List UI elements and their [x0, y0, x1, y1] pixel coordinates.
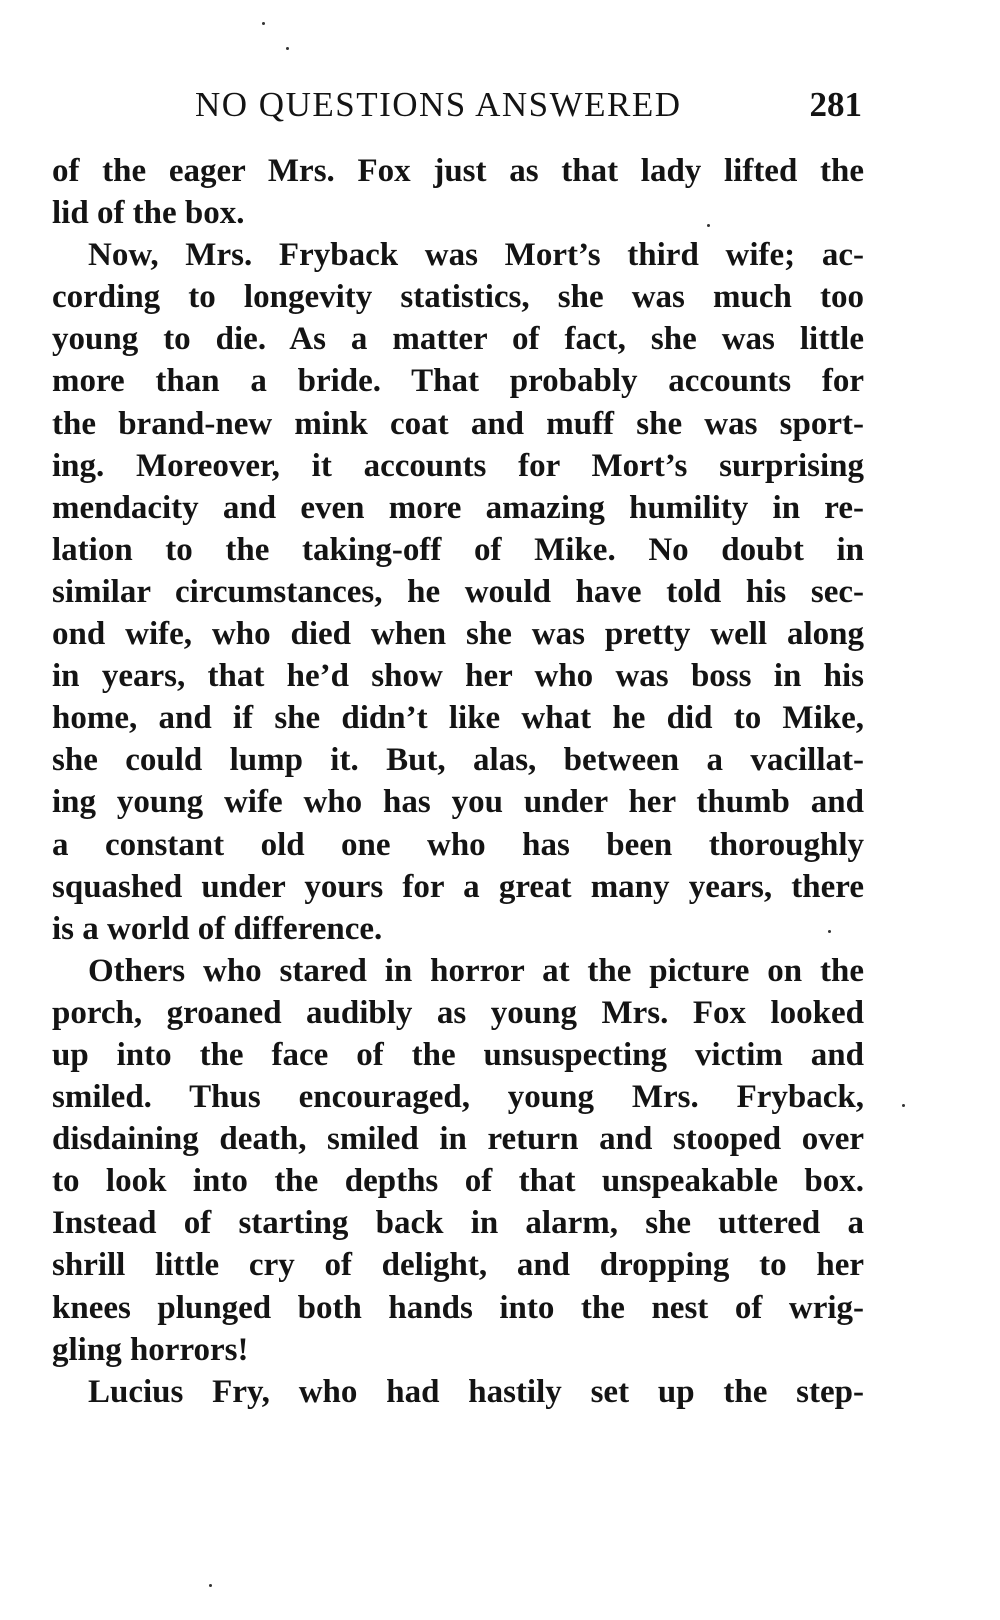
text-line: to look into the depths of that unspeakable box. — [52, 1163, 864, 1200]
running-title: NO QUESTIONS ANSWERED — [195, 85, 682, 124]
text-line: mendacity and even more amazing humility in re- — [52, 489, 864, 526]
text-line: lation to the taking-off of Mike. No doubt in — [52, 531, 864, 568]
body-text — [52, 150, 864, 1413]
text-line: a constant old one who has been thoroughly — [52, 826, 864, 863]
print-speck — [902, 1104, 905, 1107]
text-line: squashed under yours for a great many years, there — [52, 868, 864, 905]
text-line: shrill little cry of delight, and dropping to her — [52, 1247, 864, 1284]
text-line: Now, Mrs. Fryback was Mort’s third wife; ac- — [88, 237, 864, 274]
page-number: 281 — [809, 85, 862, 124]
text-line: lid of the box. — [52, 195, 245, 232]
page-header — [52, 82, 862, 128]
text-line: in years, that he’d show her who was boss in his — [52, 658, 864, 695]
text-line: smiled. Thus encouraged, young Mrs. Fryback, — [52, 1079, 864, 1116]
text-line: Lucius Fry, who had hastily set up the step- — [88, 1373, 864, 1410]
text-line: porch, groaned audibly as young Mrs. Fox looked — [52, 994, 864, 1031]
print-speck — [209, 1584, 212, 1587]
print-speck — [707, 224, 710, 227]
text-line: Instead of starting back in alarm, she uttered a — [52, 1205, 864, 1242]
text-line: ing young wife who has you under her thumb and — [52, 784, 864, 821]
text-line: up into the face of the unsuspecting victim and — [52, 1036, 864, 1073]
text-line: similar circumstances, he would have told his sec- — [52, 573, 864, 610]
text-line: the brand-new mink coat and muff she was sport- — [52, 405, 864, 442]
text-line: knees plunged both hands into the nest of wrig- — [52, 1289, 864, 1326]
print-speck — [286, 47, 289, 50]
text-line: more than a bride. That probably accounts for — [52, 363, 864, 400]
text-line: home, and if she didn’t like what he did to Mike, — [52, 700, 864, 737]
text-line: ing. Moreover, it accounts for Mort’s surprising — [52, 447, 864, 484]
text-line: ond wife, who died when she was pretty well along — [52, 616, 864, 653]
text-line: is a world of difference. — [52, 910, 383, 947]
text-line: she could lump it. But, alas, between a vacillat- — [52, 742, 864, 779]
text-line: young to die. As a matter of fact, she was little — [52, 321, 864, 358]
print-speck — [262, 22, 265, 25]
text-line: Others who stared in horror at the picture on the — [88, 952, 864, 989]
print-speck — [828, 930, 831, 933]
text-line: disdaining death, smiled in return and stooped over — [52, 1121, 864, 1158]
text-line: of the eager Mrs. Fox just as that lady lifted the — [52, 153, 864, 189]
text-line: gling horrors! — [52, 1331, 249, 1368]
text-line: cording to longevity statistics, she was much too — [52, 279, 864, 316]
